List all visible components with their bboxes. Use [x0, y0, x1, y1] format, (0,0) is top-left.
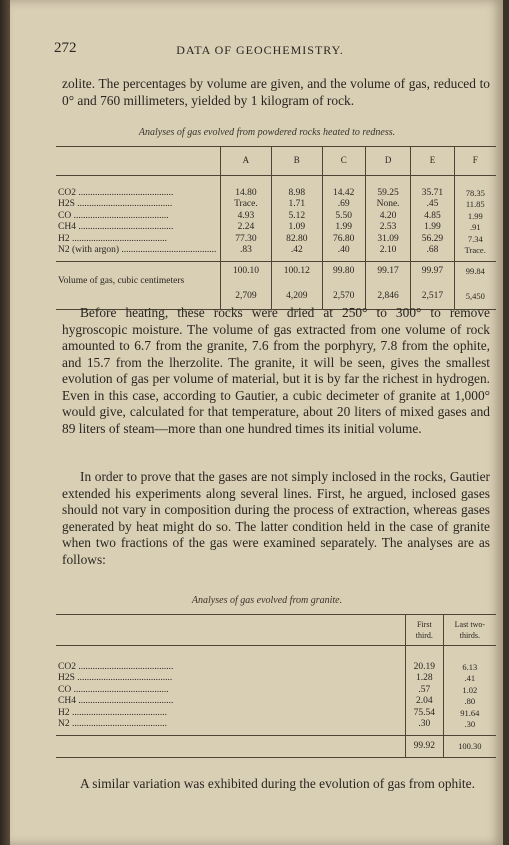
table1-total-volume-b — [271, 262, 322, 310]
table2-caption: Analyses of gas evolved from granite. — [191, 595, 343, 606]
running-title: DATA OF GEOCHEMISTRY. — [176, 43, 344, 57]
cell: 1.28 — [416, 673, 433, 684]
table2-values-last-two-thirds — [443, 646, 496, 736]
table2-col-first-third: First third. — [406, 615, 444, 646]
cell: .30 — [464, 719, 476, 730]
total-cell: 100.12 — [283, 266, 310, 276]
table1-col-c: C — [322, 147, 365, 176]
cell: .45 — [426, 199, 439, 210]
label-co2: CO2 ........................................ — [58, 662, 174, 672]
label-ch4: CH4 ........................................ — [58, 222, 174, 233]
table1-col-f: F — [454, 147, 496, 176]
cell: 31.09 — [377, 233, 399, 244]
total-cell: 99.80 — [333, 266, 355, 276]
label-co: CO ........................................ — [58, 210, 169, 221]
cell: 1.99 — [335, 222, 353, 233]
cell: 78.35 — [465, 188, 485, 198]
volume-cell: 5,450 — [465, 291, 485, 302]
total-cell: 100.10 — [232, 266, 259, 276]
cell: .83 — [239, 245, 252, 256]
total-cell: 99.84 — [465, 266, 485, 276]
cell: 14.80 — [235, 188, 257, 198]
intro-paragraph: zolite. The percentages by volume are given, and the volume of gas, reduced to 0° and 760 millimeters, yielded by 1 kilogram of rock. — [62, 76, 490, 108]
cell: 59.25 — [377, 188, 399, 198]
cell: 2.24 — [237, 222, 255, 233]
label-co2: CO2 ........................................ — [58, 188, 174, 198]
gas-analysis-table-granite — [56, 614, 496, 759]
table1-caption: Analyses of gas evolved from powdered rocks heated to redness. — [138, 127, 396, 138]
total-cell: 99.17 — [377, 266, 399, 276]
cell: 2.10 — [379, 245, 397, 256]
cell: 5.12 — [288, 210, 306, 221]
table2-row-labels — [56, 646, 406, 736]
cell: None. — [376, 199, 400, 210]
table1-col-a: A — [221, 147, 272, 176]
label-h2: H2 ........................................ — [58, 707, 167, 718]
book-binding-edge — [0, 0, 10, 845]
volume-cell: 4,209 — [286, 291, 308, 302]
cell: 4.20 — [379, 210, 397, 221]
table2-corner — [56, 615, 406, 646]
label-h2: H2 ........................................ — [58, 233, 167, 244]
cell: .91 — [469, 222, 481, 233]
paragraph-gautier: In order to prove that the gases are not simply inclosed in the rocks, Gautier extended his experiments along several lines. First, he argued, inclosed gases should not vary in composition during the process of extraction, whereas gases generated by heat might do so. The latter condition held in the case of granite when two fractions of the gas were examined separately. The analyses are as follows: — [62, 469, 490, 567]
table1-values-b — [271, 176, 322, 262]
cell: 4.93 — [237, 210, 255, 221]
cell: 76.80 — [333, 233, 355, 244]
cell: 6.13 — [462, 662, 478, 672]
table2-col-last-two-thirds: Last two-thirds. — [443, 615, 496, 646]
label-n2: N2 (with argon) ........................................ — [58, 245, 217, 256]
label-n2: N2 ........................................ — [58, 719, 167, 730]
table1-col-e: E — [411, 147, 454, 176]
table1-values-a — [221, 176, 272, 262]
cell: 20.19 — [413, 662, 436, 672]
table1-col-b: B — [271, 147, 322, 176]
label-ch4: CH4 ........................................ — [58, 696, 174, 707]
table1-corner — [56, 147, 221, 176]
volume-cell: 2,570 — [333, 291, 355, 302]
table1-values-f — [454, 176, 496, 262]
cell: 91.64 — [460, 707, 480, 718]
table1-total-volume-e — [411, 262, 454, 310]
cell: .57 — [418, 684, 431, 695]
table1-total-volume-d — [365, 262, 411, 310]
cell: 75.54 — [413, 707, 436, 718]
book-page — [10, 0, 503, 845]
table1-col-d: D — [365, 147, 411, 176]
cell: 2.04 — [416, 696, 433, 707]
cell: 1.71 — [288, 199, 306, 210]
volume-label: Volume of gas, cubic centimeters — [58, 276, 185, 286]
cell: Trace. — [234, 199, 258, 210]
cell: 8.98 — [288, 188, 306, 198]
table2-total-last-two-thirds: 100.30 — [443, 736, 496, 758]
label-h2s: H2S ........................................ — [58, 673, 173, 684]
cell: .41 — [464, 673, 476, 684]
page-number: 272 — [54, 40, 77, 56]
cell: 1.09 — [288, 222, 306, 233]
volume-cell: 2,846 — [377, 291, 399, 302]
page-header — [54, 40, 466, 62]
cell: 2.53 — [379, 222, 397, 233]
paragraph-ophite: A similar variation was exhibited during the evolution of gas from ophite. — [80, 776, 475, 791]
cell: 35.71 — [421, 188, 444, 198]
cell: 14.42 — [333, 188, 355, 198]
cell: .68 — [426, 245, 439, 256]
cell: 1.02 — [462, 684, 478, 695]
table1-values-d — [365, 176, 411, 262]
table1-values-e — [411, 176, 454, 262]
cell: .80 — [464, 696, 476, 707]
cell: 11.85 — [465, 199, 485, 210]
table1-row-labels — [56, 176, 221, 262]
label-co: CO ........................................ — [58, 684, 169, 695]
cell: .30 — [418, 719, 431, 730]
cell: .42 — [290, 245, 303, 256]
cell: 4.85 — [424, 210, 441, 221]
volume-cell: 2,709 — [235, 291, 257, 302]
table2-total-label — [56, 736, 406, 758]
table2-total-first-third: 99.92 — [406, 736, 444, 758]
table2-values-first-third — [406, 646, 444, 736]
table2-bottom-rule — [56, 758, 496, 760]
table1-total-volume-c — [322, 262, 365, 310]
cell: 82.80 — [286, 233, 308, 244]
table1-values-c — [322, 176, 365, 262]
volume-cell: 2,517 — [421, 291, 444, 302]
gas-analysis-table-rocks — [56, 146, 496, 311]
label-h2s: H2S ........................................ — [58, 199, 173, 210]
cell: .40 — [337, 245, 350, 256]
cell: 56.29 — [421, 233, 444, 244]
cell: 77.30 — [235, 233, 257, 244]
table1-total-volume-f — [454, 262, 496, 310]
cell: 1.99 — [424, 222, 441, 233]
paragraph-heating: Before heating, these rocks were dried at 250° to 300° to remove hygroscopic moisture. The volume of gas extracted from one volume of rock amounted to 6.7 from the granite, 7.6 from the porphyry, 7.8 from the ophite, and 15.7 from the lherzolite. The granite, it will be seen, gives the smallest evolution of gas per volume of material, but it is by far the richest in hydrogen. Even in this case, according to Gautier, a cubic decimeter of granite at 1,000° would give, calculated for that temperature, about 20 liters of mixed gases and 89 liters of steam—more than one hundred times its initial volume. — [62, 305, 490, 436]
cell: 7.34 — [467, 233, 483, 244]
total-cell: 99.97 — [421, 266, 444, 276]
cell: 5.50 — [335, 210, 353, 221]
table1-total-volume-a — [221, 262, 272, 310]
cell: .69 — [337, 199, 350, 210]
cell: Trace. — [464, 245, 486, 256]
cell: 1.99 — [467, 210, 483, 221]
